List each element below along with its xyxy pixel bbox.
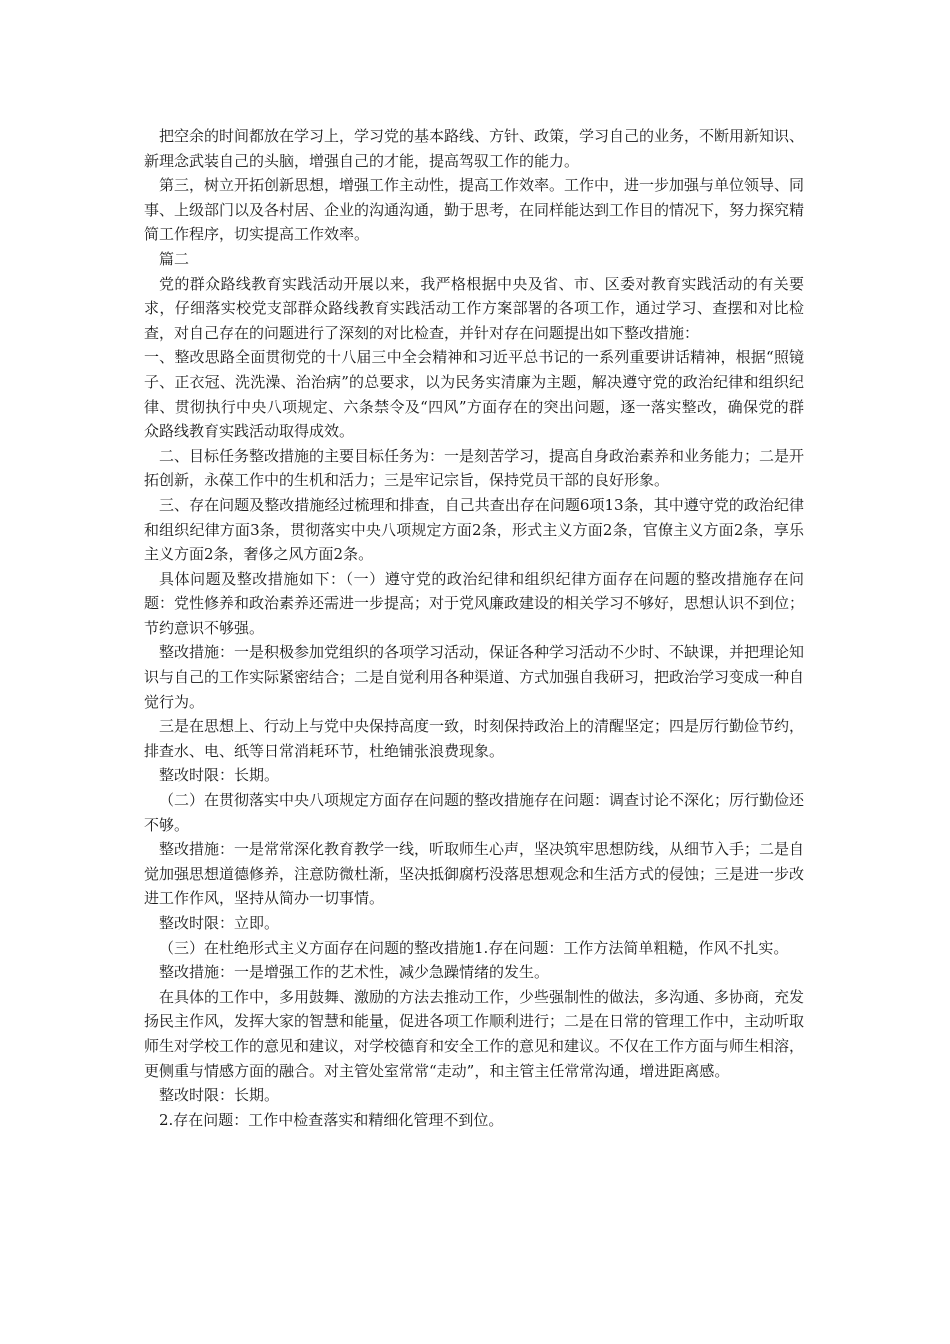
paragraph-third-innovation: 第三，树立开拓创新思想，增强工作主动性，提高工作效率。工作中，进一步加强与单位领导、同事、上级部门以及各村居、企业的沟通沟通，勤于思考，在同样能达到工作目的情况下，努力探究精简工作程序，切实提高工作效率。 (144, 176, 805, 244)
paragraph-measures-3: 整改措施：一是增强工作的艺术性，减少急躁情绪的发生。 (159, 963, 550, 982)
paragraph-intro: 党的群众路线教育实践活动开展以来，我严格根据中央及省、市、区委对教育实践活动的有关要求，仔细落实校党支部群众路线教育实践活动工作方案部署的各项工作，通过学习、查摆和对比检查，对自己存在的问题进行了深刻的对比检查，并针对存在问题提出如下整改措施： (144, 274, 804, 342)
paragraph-measures-2: 整改措施：一是常常深化教育教学一线，听取师生心声，坚决筑牢思想防线，从细节入手；二是自觉加强思想道德修养，注意防微杜渐，坚决抵御腐朽没落思想观念和生活方式的侵蚀；三是进一步改进工作作风，坚持从简办一切事情。 (144, 840, 805, 908)
paragraph-specific-problems-1: 具体问题及整改措施如下：（一）遵守党的政治纪律和组织纪律方面存在问题的整改措施存在问题：党性修养和政治素养还需进一步提高；对于党风廉政建设的相关学习不够好，思想认识不到位；节约意识不够强。 (144, 569, 805, 637)
paragraph-measures-3-detail: 在具体的工作中，多用鼓舞、激励的方法去推动工作，少些强制性的做法，多沟通、多协商，充发扬民主作风，发挥大家的智慧和能量，促进各项工作顺利进行；二是在日常的管理工作中，主动听取师生对学校工作的意见和建议，对学校德育和安全工作的意见和建议。不仅在工作方面与师生相溶，更侧重与情感方面的融合。对主管处室常常“走动”，和主管主任常常沟通，增进距离感。 (144, 987, 805, 1080)
paragraph-specific-problems-2: （二）在贯彻落实中央八项规定方面存在问题的整改措施存在问题：调查讨论不深化；厉行勤俭还不够。 (144, 791, 805, 834)
paragraph-deadline-3: 整改时限：长期。 (159, 1086, 280, 1105)
paragraph-deadline-2: 整改时限：立即。 (159, 914, 280, 932)
paragraph-specific-problems-3: （三）在杜绝形式主义方面存在问题的整改措施1.存在问题：工作方法简单粗糙，作风不扎实。 (159, 938, 789, 957)
paragraph-problems-overview: 三、存在问题及整改措施经过梳理和排查，自己共查出存在问题6项13条，其中遵守党的政治纪律和组织纪律方面3条，贯彻落实中央八项规定方面2条，形式主义方面2条，官僚主义方面2条，享乐主义方面2条，奢侈之风方面2条。 (144, 495, 804, 564)
paragraph-deadline-1: 整改时限：长期。 (159, 766, 280, 785)
paragraph-rectification-approach: 一、整改思路全面贯彻党的十八届三中全会精神和习近平总书记的一系列重要讲话精神，根据“照镜子、正衣冠、洗洗澡、治治病”的总要求，以为民务实清廉为主题，解决遵守党的政治纪律和组织纪律、贯彻执行中央八项规定、六条禁令及“四风”方面存在的突出问题，逐一落实整改，确保党的群众路线教育实践活动取得成效。 (144, 348, 804, 441)
paragraph-goals: 二、目标任务整改措施的主要目标任务为：一是刻苦学习，提高自身政治素养和业务能力；二是开拓创新，永葆工作中的生机和活力；三是牢记宗旨，保持党员干部的良好形象。 (144, 446, 805, 490)
paragraph-problem-3-2: 2.存在问题：工作中检查落实和精细化管理不到位。 (159, 1110, 504, 1129)
paragraph-study-time: 把空余的时间都放在学习上，学习党的基本路线、方针、政策，学习自己的业务，不断用新知识、新理念武装自己的头脑，增强自己的才能，提高驾驭工作的能力。 (144, 127, 805, 170)
paragraph-measures-1: 整改措施：一是积极参加党组织的各项学习活动，保证各种学习活动不少时、不缺课，并把理论知识与自己的工作实际紧密结合；二是自觉利用各种渠道、方式加强自我研习，把政治学习变成一种自觉行为。 (144, 643, 805, 711)
paragraph-measures-1-cont: 三是在思想上、行动上与党中央保持高度一致，时刻保持政治上的清醒坚定；四是厉行勤俭节约，排查水、电、纸等日常消耗环节，杜绝铺张浪费现象。 (144, 717, 805, 760)
section-heading-part-two: 篇二 (159, 249, 190, 268)
document-body (144, 124, 804, 1132)
